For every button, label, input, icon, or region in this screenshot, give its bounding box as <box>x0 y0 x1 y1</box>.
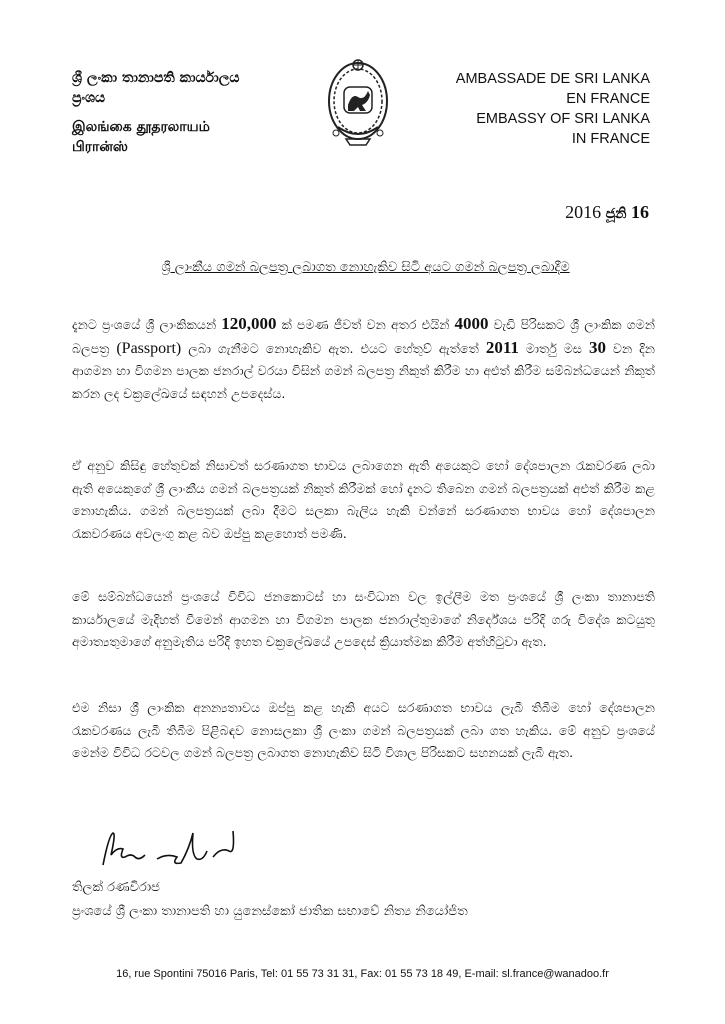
letter-date <box>565 202 649 223</box>
letterhead-sinhala-line2: ප්‍රංශය <box>72 90 106 106</box>
p1-text-f: වන දින ආගමන හා විගමන පාලක ජනරාල් වරයා විසින් ගමන් බලපත්‍ර නිකුත් කිරීම හා අළුත් කිරීම සම්බන්ධයෙන් නිකුත් කරන ලද චක්‍රලේඛයේ සඳහන් උපදෙස්ය. <box>72 340 655 401</box>
letterhead-english-line1: EMBASSY OF SRI LANKA <box>476 111 650 127</box>
paragraph-3: මේ සම්බන්ධයෙන් ප්‍රංශයේ විවිධ ජනකොටස් හා සංවිධාන වල ඉල්ලීම මත ප්‍රංශයේ ශ්‍රී ලංකා තානාපති කාර්යාලයේ මැදිහත් වීමෙන් ආගමන හා විගමන පාලක ජනරාල්තුමාගේ නිර්දේශය පරිදි ගරු විදේශ කටයුතු අමාත්‍යතුමාගේ අනුමැතිය පරිදි ඉහත චක්‍රලේඛයේ උපදෙස් ක්‍රියාත්මක කිරීම අත්හිටුවා ඇත. <box>72 589 655 649</box>
paragraph-1 <box>72 313 655 405</box>
footer-contact: 16, rue Spontini 75016 Paris, Tel: 01 55 73 31 31, Fax: 01 55 73 18 49, E-mail: sl.france@wanadoo.fr <box>116 968 609 980</box>
p1-number-day: 30 <box>588 337 606 357</box>
letterhead-sinhala-line1: ශ්‍රී ලංකා තානාපති කාර්යාලය <box>72 70 240 86</box>
paragraph-4: එම නිසා ශ්‍රී ලාංකික අනන්‍යතාවය ඔප්පු කළ හැකි අයට සරණාගත භාවය ලැබී තිබීම හෝ දේශපාලන රැකවරණය ලැබී තිබීම පිළිබඳව නොසලකා ශ්‍රී ලංකා ගමන් බලපත්‍රයක් ලබා ගත හැකිය. මේ අනුව ප්‍රංශයේ මෙන්ම විවිධ රටවල ගමන් බලපත්‍ර ලබාගත නොහැකිව සිටි විශාල පිරිසකට සහනයක් ලැබී ඇත. <box>72 700 655 760</box>
p1-text-b: ක් පමණ ජීවත් වන අතර එයින් <box>276 317 455 332</box>
paragraph-2: ඒ අනුව කිසිඳු හේතුවක් නිසාවත් සරණාගත භාවය ලබාගෙන ඇති අයෙකුට හෝ දේශපාලන රැකවරණ ලබා ඇති අයෙකුගේ ශ්‍රී ලාංකීය ගමන් බලපත්‍රයක් නිකුත් කිරීමක් හෝ දැනට තිබෙන ගමන් බලපත්‍රයක් අළුත් කිරීම කළ නොහැකිය. ගමන් බලපත්‍රයක් ලබා දීමට සලකා බැලිය හැකි වන්නේ සරණාගත භාවය හෝ දේශපාලන රැකවරණය අවලංගු කළ බව ඔප්පු කළහොත් පමණි. <box>72 458 655 541</box>
p1-number-4000: 4000 <box>454 314 489 333</box>
date-day: 16 <box>631 202 649 222</box>
letterhead-french-english <box>456 69 650 149</box>
p1-number-population: 120,000 <box>221 314 277 333</box>
signer-title: ප්‍රංශයේ ශ්‍රී ලංකා තානාපති හා යුනෙස්කෝ ජාතික සභාවේ නිත්‍ය නියෝජිත <box>72 904 468 919</box>
date-year: 2016 <box>565 202 602 222</box>
handwritten-signature <box>95 825 255 880</box>
letterhead-tamil-line2: பிரான்ஸ் <box>72 139 128 155</box>
p1-text-c: වැඩි පිරිසකට ශ්‍රී ලාංකික ගමන් බලපත්‍ර <box>72 317 655 356</box>
p1-text-a: දැනට ප්‍රංශයේ ශ්‍රී ලාංකිකයන් <box>72 317 222 332</box>
letterhead-sinhala <box>72 68 240 108</box>
signer-name: තිලක් රණවිරාජ <box>72 880 160 895</box>
letterhead-french-line2: EN FRANCE <box>566 91 650 107</box>
date-month: ජූනි <box>605 206 627 222</box>
letterhead-tamil-line1: இலங்கை தூதரலாயம் <box>72 119 210 135</box>
letter-subject: ශ්‍රී ලාංකීය ගමන් බලපත්‍ර ලබාගත නොහැකිව සිටි අයට ගමන් බලපත්‍ර ලබාදීම <box>161 260 570 275</box>
p1-number-year: 2011 <box>485 337 519 357</box>
p1-text-e: මාර්තු මස <box>518 340 589 356</box>
letterhead-english-line2: IN FRANCE <box>571 131 650 147</box>
letterhead-tamil <box>72 117 210 157</box>
p1-text-d: ලබා ගැනීමට නොහැකිව ඇත. එයට හේතුව් ඇත්තේ <box>181 340 486 356</box>
letterhead-french-line1: AMBASSADE DE SRI LANKA <box>455 71 650 87</box>
sri-lanka-emblem-icon <box>324 55 392 151</box>
p1-passport-term: (Passport) <box>116 339 182 357</box>
